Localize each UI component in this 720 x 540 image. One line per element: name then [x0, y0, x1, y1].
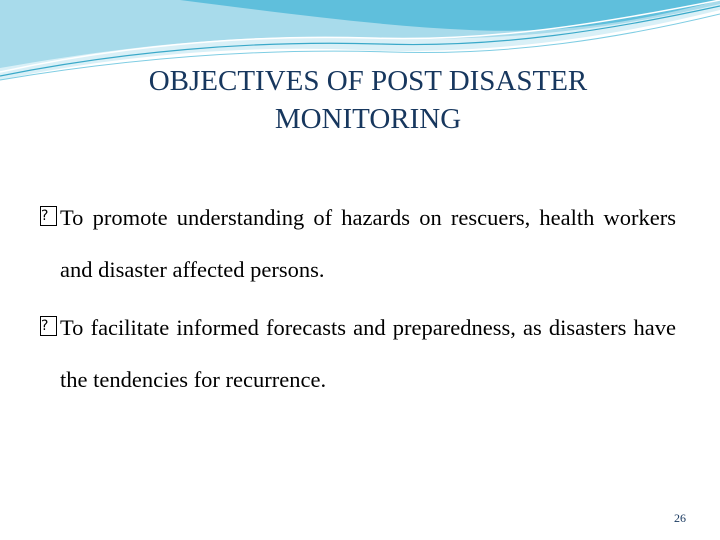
slide-title-line1: OBJECTIVES OF POST DISASTER	[148, 65, 588, 97]
bullet-marker-icon: ?	[40, 206, 57, 226]
slide-title-line2: MONITORING	[274, 103, 462, 135]
slide-title	[60, 62, 676, 138]
bullet-list	[40, 192, 676, 412]
bullet-text-2: To facilitate informed forecasts and preparedness, as disasters have the tendencies for recurrence.	[60, 315, 676, 392]
bullet-item-2	[40, 302, 676, 406]
bullet-item-1	[40, 192, 676, 296]
bullet-text-1: To promote understanding of hazards on rescuers, health workers and disaster affected persons.	[60, 205, 676, 282]
bullet-marker-icon: ?	[40, 316, 57, 336]
page-number: 26	[674, 511, 686, 525]
